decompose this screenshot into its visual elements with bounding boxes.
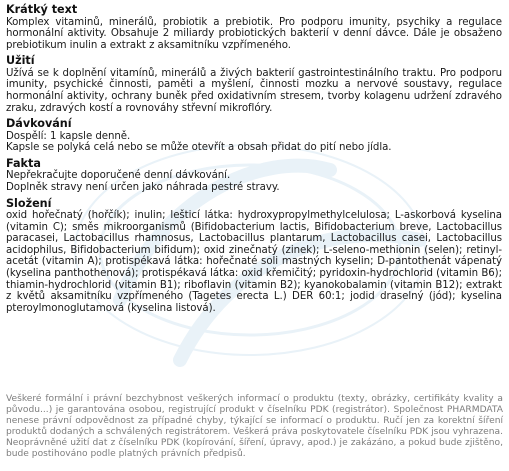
section-heading: Fakta	[6, 156, 41, 170]
section-heading: Dávkování	[6, 117, 72, 131]
section-paragraph: Doplněk stravy není určen jako náhrada pestré stravy.	[6, 181, 280, 193]
section-paragraph: Dospělí: 1 kapsle denně.	[6, 130, 131, 142]
section-heading: Krátký text	[6, 3, 78, 16]
section-paragraph: Nepřekračujte doporučené denní dávkování.	[6, 170, 231, 182]
section-composition	[6, 198, 502, 315]
section-paragraph: Kapsle se polyká celá nebo se může otevřít a obsah přidat do pití nebo jídla.	[6, 142, 392, 154]
section-paragraph: Užívá se k doplnění vitamínů, minerálů a živých bakterií gastrointestinálního traktu. Pro podporu imunity, psychické činnosti, paměti a myšlení, činnosti mozku a nervové soustavy, regulace hormonální aktivity, ochrany buněk před oxidativním stresem, tvorby kolagenu udržení zdravého zraku, zdravých kostí a rovnováhy střevní mikroflóry.	[6, 67, 502, 114]
product-info-document	[6, 4, 502, 314]
section-paragraph: Komplex vitaminů, minerálů, probiotik a prebiotik. Pro podporu imunity, psychiky a regulace hormonální aktivity. Obsahuje 2 miliardy probiotických bakterií v denní dávce. Dále je obsaženo prebiotikum inulin a extrakt z aksamitníku vzpřímeného.	[6, 16, 502, 51]
section-paragraph: oxid hořečnatý (hořčík); inulin; lešticí látka: hydroxypropylmethylcelulosa; L-askorbová kyselina (vitamin C); směs mikroorganismů (Bifidobacterium lactis, Bifidobacterium breve, Lactobacillus paracasei, Lactobacillus rhamnosus, Lactobacillus plantarum, Lactobacillus casei, Lactobacillus acidophilus, Bifidobacterium bifidum); oxid zinečnatý (zinek); L-seleno-methionin (selen); retinyl-acetát (vitamin A); protispékavá látka: hořečnaté soli mastných kyselin; D-pantothenát vápenatý (kyselina panthothenová); protispékavá látka: oxid křemičitý; pyridoxin-hydrochlorid (vitamin B6); thiamin-hydrochlorid (vitamin B1); riboflavin (vitamin B2); kyanokobalamin (vitamin B12); extrakt z květů aksamitníku vzpřímeného (Tagetes erecta L.) DER 60:1; jodid draselný (jód); kyselina pteroylmonoglutamová (kyselina listová).	[6, 210, 502, 314]
section-short-text	[6, 4, 502, 51]
section-facts	[6, 158, 502, 194]
legal-disclaimer: Veškeré formální i právní bezchybnost veškerých informací o produktu (texty, obrázky, certifikáty kvality a původu...) je garantována osobou, registrující produkt v číselníku PDK (registrátor). Společnost PHARMDATA nenese právní odpovědnost za případné chyby, týkající se informací o produktu. Ručí jen za korektní šíření produktů dodaných a schválených registrátorem. Veškerá práva poskytovatele číselníku PDK jsou vyhrazena. Neoprávněné užití dat z číselníku PDK (kopírování, šíření, úpravy, apod.) je zakázáno, a pokud bude zjištěno, bude postihováno podle platných právních předpisů.	[6, 394, 503, 459]
section-heading: Složení	[6, 196, 52, 210]
section-usage	[6, 55, 502, 114]
section-heading: Užití	[6, 54, 35, 68]
section-dosage	[6, 118, 502, 154]
